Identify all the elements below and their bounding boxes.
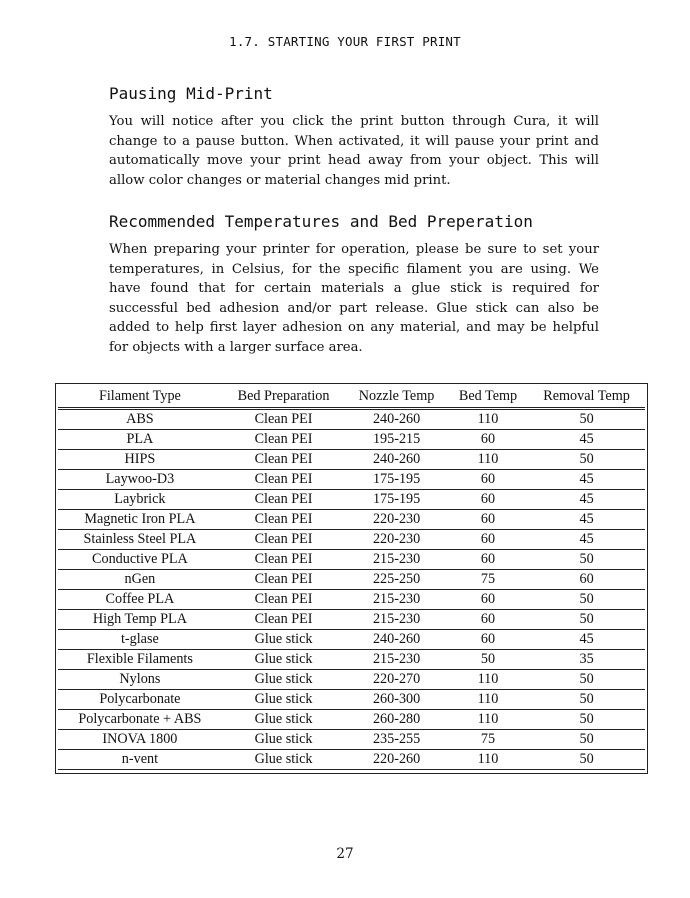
table-row (58, 570, 645, 590)
paragraph-pausing: You will notice after you click the print button through Cura, it will change to a pause button. When activated, it will pause your print and automatically move your print head away from your object. This will allow color changes or material changes mid print. (109, 114, 599, 188)
cell-bed-temp: 60 (480, 491, 496, 507)
cell-bed-temp: 60 (480, 631, 496, 647)
cell-removal-temp: 50 (579, 411, 594, 427)
cell-nozzle-temp: 175-195 (372, 471, 421, 487)
running-head: 1.7. STARTING YOUR FIRST PRINT (229, 34, 461, 49)
cell-removal-temp: 50 (579, 731, 594, 747)
cell-nozzle-temp: 260-300 (372, 691, 421, 707)
cell-bed-preparation: Glue stick (254, 751, 313, 767)
cell-bed-temp: 110 (477, 711, 499, 727)
table-row (58, 750, 645, 770)
cell-bed-preparation: Clean PEI (254, 431, 313, 447)
cell-bed-temp: 50 (480, 651, 496, 667)
cell-bed-preparation: Clean PEI (254, 571, 313, 587)
cell-filament-type: PLA (126, 431, 154, 447)
temperature-table-frame (55, 383, 648, 774)
cell-bed-temp: 75 (480, 571, 496, 587)
table-row (58, 610, 645, 630)
cell-bed-preparation: Clean PEI (254, 511, 313, 527)
cell-nozzle-temp: 220-270 (372, 671, 421, 687)
cell-filament-type: Coffee PLA (105, 591, 175, 607)
cell-removal-temp: 45 (579, 531, 594, 547)
cell-removal-temp: 60 (579, 571, 594, 587)
cell-bed-preparation: Clean PEI (254, 531, 313, 547)
header-nozzle-temp: Nozzle Temp (358, 388, 435, 404)
table-row (58, 550, 645, 570)
cell-bed-temp: 110 (477, 451, 499, 467)
cell-bed-preparation: Glue stick (254, 711, 313, 727)
cell-nozzle-temp: 260-280 (372, 711, 421, 727)
table-row (58, 530, 645, 550)
cell-bed-temp: 60 (480, 531, 496, 547)
table-row (58, 450, 645, 470)
paragraph-temperatures: When preparing your printer for operation, please be sure to set your temperatures, in Celsius, for the specific filament you are using. We have found that for certain materials a glue stick is required for successful bed adhesion and/or part release. Glue stick can also be added to help first layer adhesion on any material, and may be helpful for objects with a larger surface area. (109, 242, 599, 355)
cell-bed-preparation: Glue stick (254, 691, 313, 707)
cell-bed-temp: 110 (477, 411, 499, 427)
cell-filament-type: Stainless Steel PLA (83, 531, 197, 547)
header-bed-temp: Bed Temp (458, 388, 518, 404)
cell-bed-preparation: Clean PEI (254, 591, 313, 607)
cell-bed-preparation: Clean PEI (254, 411, 313, 427)
cell-bed-preparation: Glue stick (254, 731, 313, 747)
cell-bed-temp: 60 (480, 471, 496, 487)
cell-nozzle-temp: 215-230 (372, 651, 421, 667)
cell-bed-temp: 60 (480, 551, 496, 567)
cell-bed-preparation: Glue stick (254, 651, 313, 667)
cell-filament-type: n-vent (121, 751, 159, 767)
cell-bed-temp: 60 (480, 511, 496, 527)
table-row (58, 670, 645, 690)
cell-filament-type: Polycarbonate (99, 691, 181, 707)
cell-filament-type: Laybrick (114, 491, 166, 507)
cell-filament-type: nGen (124, 571, 156, 587)
cell-filament-type: Magnetic Iron PLA (84, 511, 196, 527)
cell-bed-preparation: Clean PEI (254, 451, 313, 467)
table-row (58, 470, 645, 490)
table-row (58, 510, 645, 530)
cell-filament-type: t-glase (120, 631, 159, 647)
cell-filament-type: ABS (126, 411, 154, 427)
cell-bed-preparation: Clean PEI (254, 551, 313, 567)
cell-removal-temp: 45 (579, 431, 594, 447)
header-filament-type: Filament Type (98, 388, 181, 404)
cell-bed-preparation: Glue stick (254, 631, 313, 647)
cell-removal-temp: 35 (579, 651, 594, 667)
cell-bed-temp: 60 (480, 431, 496, 447)
table-row (58, 730, 645, 750)
cell-bed-temp: 110 (477, 691, 499, 707)
cell-removal-temp: 50 (579, 671, 594, 687)
header-removal-temp: Removal Temp (543, 388, 630, 404)
section-heading-pausing: Pausing Mid-Print (109, 84, 273, 103)
cell-nozzle-temp: 215-230 (372, 591, 421, 607)
table-row (58, 650, 645, 670)
cell-filament-type: HIPS (124, 451, 156, 467)
cell-filament-type: Nylons (119, 671, 161, 687)
table-header-row (58, 386, 645, 409)
cell-filament-type: INOVA 1800 (102, 731, 178, 747)
cell-removal-temp: 45 (579, 511, 594, 527)
cell-removal-temp: 50 (579, 451, 594, 467)
cell-nozzle-temp: 195-215 (372, 431, 421, 447)
cell-nozzle-temp: 235-255 (372, 731, 421, 747)
cell-nozzle-temp: 175-195 (372, 491, 421, 507)
cell-filament-type: High Temp PLA (92, 611, 187, 627)
cell-nozzle-temp: 240-260 (372, 411, 421, 427)
table-row (58, 490, 645, 510)
cell-nozzle-temp: 215-230 (372, 611, 421, 627)
cell-removal-temp: 50 (579, 711, 594, 727)
table-row (58, 409, 645, 430)
cell-removal-temp: 50 (579, 591, 594, 607)
table-row (58, 630, 645, 650)
cell-nozzle-temp: 225-250 (372, 571, 421, 587)
cell-bed-temp: 60 (480, 591, 496, 607)
section-heading-temperatures: Recommended Temperatures and Bed Preperation (109, 212, 533, 231)
cell-removal-temp: 50 (579, 691, 594, 707)
cell-filament-type: Flexible Filaments (86, 651, 193, 667)
cell-filament-type: Polycarbonate + ABS (78, 711, 202, 727)
cell-removal-temp: 45 (579, 491, 594, 507)
cell-filament-type: Laywoo-D3 (105, 471, 175, 487)
cell-removal-temp: 50 (579, 611, 594, 627)
temperature-table (58, 386, 645, 770)
cell-nozzle-temp: 215-230 (372, 551, 421, 567)
cell-bed-preparation: Clean PEI (254, 471, 313, 487)
table-row (58, 430, 645, 450)
cell-nozzle-temp: 240-260 (372, 631, 421, 647)
table-row (58, 690, 645, 710)
header-bed-preparation: Bed Preparation (237, 388, 330, 404)
cell-removal-temp: 50 (579, 551, 594, 567)
cell-bed-temp: 60 (480, 611, 496, 627)
cell-bed-temp: 110 (477, 751, 499, 767)
cell-bed-preparation: Clean PEI (254, 491, 313, 507)
cell-bed-preparation: Glue stick (254, 671, 313, 687)
cell-filament-type: Conductive PLA (92, 551, 188, 567)
cell-nozzle-temp: 220-230 (372, 531, 421, 547)
table-body (58, 409, 645, 770)
cell-removal-temp: 50 (579, 751, 594, 767)
cell-removal-temp: 45 (579, 631, 594, 647)
table-row (58, 590, 645, 610)
cell-removal-temp: 45 (579, 471, 594, 487)
table-row (58, 710, 645, 730)
cell-bed-temp: 75 (480, 731, 496, 747)
cell-nozzle-temp: 240-260 (372, 451, 421, 467)
page-number: 27 (336, 846, 354, 862)
cell-bed-temp: 110 (477, 671, 499, 687)
cell-nozzle-temp: 220-230 (372, 511, 421, 527)
cell-nozzle-temp: 220-260 (372, 751, 421, 767)
cell-bed-preparation: Clean PEI (254, 611, 313, 627)
